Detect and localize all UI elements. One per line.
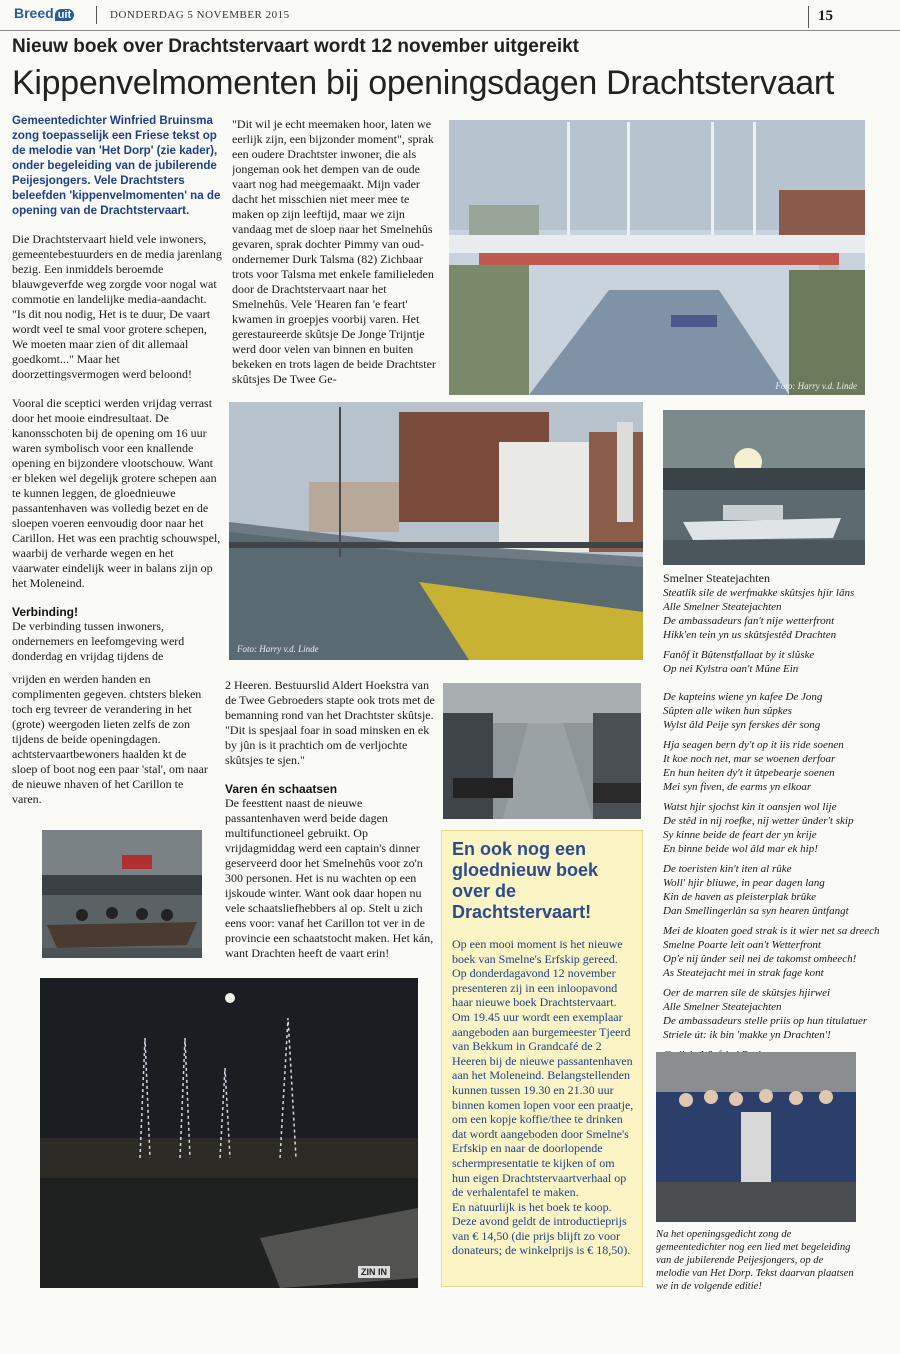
boat-name-label: ZIN IN [358,1266,390,1278]
paragraph: De feesttent naast de nieuwe passantenhaven werd beide dagen multifunctioneel gebruikt. Op vrijdagmiddag werd een captain's dinner geserveerd door het Smelnehûs voor zo'n 300 personen. Het is nu wachten op een ijskoude winter. Want ook daar hopen nu vele schaatsliefhebbers al op. Stelt u zich eens voor: vanaf het Carillon tot ver in de provincie een schaatstocht maken. Het kán, want Drachten heeft de vaart erin! [225,796,434,960]
poem-stanza [663,986,868,1042]
poem-line: Hja seagen bern dy't op it iis ride soenen [663,739,844,751]
boat-sunset-photo [663,410,865,565]
paragraph: Vooral die sceptici werden vrijdag verrast door het mooie eindresultaat. De kanonsschoten bij de opening om 16 uur waren symbolisch voor een knallende opening en bijzondere vlootschouw. Want er bleken wel degelijk grotere schepen aan te kunnen leggen, de gloednieuwe passantenhaven was volledig bezet en de sloepen voeren eenvoudig door naar het Carillon. Het was een prachtig schouwspel, waarbij de verharde wegen en het vaarwater eindelijk weer in balans zijn op het Moleneind. [12,396,221,590]
subheading: Varen én schaatsen [225,782,338,796]
canal-street-photo [229,402,643,660]
poem-line: Steatlik sile de werfmakke skûtsjes hjir lâns [663,587,855,599]
poem-line: Fanôf it Bûtenstfallaat by it slûske [663,649,815,661]
poem-line: Woll' hjir bliuwe, in pear dagen lang [663,877,825,889]
poem-stanza [663,924,880,980]
poem-title: Smelner Steatejachten [663,571,770,585]
box-title: En ook nog een gloednieuw boek over de Drachtstervaart! [452,839,599,922]
poem-line: Op nei Kylstra oan't Mûne Ein [663,663,799,674]
paragraph: Op een mooi moment is het nieuwe boek van Smelne's Erfskip gereed. Op donderdagavond 12 november presenteren zij in een inloopavond haar nieuwe boek Drachtstervaart. Om 19.45 uur wordt een exemplaar aangeboden aan burgemeester Tjeerd van Bekkum in Grandcafé de 2 Heeren bij de nieuwe passantenhaven aan het Moleneind. Belangstellenden kunnen tussen 19.30 en 21.30 uur binnen komen lopen voor een praatje, om een kopje koffie/thee te drinken dat wordt aangeboden door Smelne's Erfskip en naar de doorlopende schermpresentatie te kijken of om hun eigen Drachtstervaartverhaal op de verhalentafel te maken. [452,937,634,1200]
breeduit-logo: Breed uit [14,5,86,23]
article-column-1 [12,113,222,664]
photo-credit: Foto: Harry v.d. Linde [237,644,319,654]
poem-stanza [663,738,863,794]
poem-line: Oer de marren sile de skûtsjes hjirwei [663,987,831,999]
poem-continued [663,690,880,1068]
canal-boats-photo [443,683,641,819]
poem-line: De kapteins wiene yn kafee De Jong [663,691,823,703]
poem-line: De ambassadeurs fan't nije wetterfront [663,615,835,627]
poem-line: De ambassadeurs stelle priis op hun titulatuer [663,1015,868,1027]
page-number: 15 [818,8,833,24]
poem-line: Smelne Poarte leit oan't Wetterfront [663,939,821,951]
poem-stanza [663,800,863,856]
poem-line: Watst hjir sjochst kin it oansjen wol lije [663,801,837,813]
book-announcement-box [441,830,643,1287]
page-header [0,0,900,31]
poem-line: Sûpten alle wiken hun sûpkes [663,705,792,717]
poem-line: Wylst âld Peije syn ferskes dêr song [663,719,821,731]
article-headline: Kippenvelmomenten bij openingsdagen Drachtstervaart [12,64,834,102]
poem-stanza [663,690,863,732]
paragraph: Die Drachtstervaart hield vele inwoners, gemeentebestuurders en de media jarenlang bezig. Een inmiddels beroemde blauwgeverfde weg zorgde voor nogal wat commotie en landelijke media-aandacht. "Is dit nou nodig, Het is te duur, De vaart wordt veel te smal voor grotere schepen, We moeten maar zien of dit allemaal goedkomt..." Maar het doorzettingsvermogen werd beloond! [12,232,222,381]
poem-line: Striele út: ik bin 'makke yn Drachten'! [663,1029,831,1041]
poem-line: En hun heiten dy't it ûtpebearje soenen [663,767,835,779]
paragraph: vrijden en werden handen en complimenten gegeven. chtsters bleken toch erg tevreer de verandering in het (grote) weergoden lieten zelfs de zon tijdens de beide openingdagen. achtstervaartbewoners haalden kt de sloep of boot nog een paar 'stal', om naar de nieuwe nhaven of het Carillon te varen. [12,672,208,806]
poem-line: As Steatejacht mei in strak fage kont [663,967,824,979]
poem-line: De toeristen kin't iten al rûke [663,863,792,875]
poem-stanza [663,862,863,918]
poem-line: Alle Smelner Steatejachten [663,1001,782,1013]
poem-line: Sy kinne beide de feart der yn krije [663,829,817,841]
poem-stanza [663,586,863,642]
bridge-photo [449,120,865,395]
poem-line: It koe noch net, mar se woenen derfoar [663,753,836,765]
poem-line: Alle Smelner Steatejachten [663,601,782,613]
header-divider-right [808,6,809,28]
night-harbour-photo [40,978,418,1288]
article-lead: Gemeentedichter Winfried Bruinsma zong toepasselijk een Friese tekst op de melodie van 'Het Dorp' (zie kader), onder begeleiding van de jubilerende Peijesjongers. Vele Drachtsters beleefden 'kippenvelmomenten' na de opening van de Drachtstervaart. [12,114,221,217]
box-body [452,937,634,1258]
paragraph: En natuurlijk is het boek te koop. Deze avond geldt de introductieprijs van € 14,50 (die prijs blijft zo voor donateurs; de winkelprijs is € 18,50). [452,1199,631,1258]
poem-smelner-steatejachten [663,571,863,680]
photo-credit: Foto: Harry v.d. Linde [775,381,857,391]
subheading: Verbinding! [12,605,78,619]
paragraph: De verbinding tussen inwoners, ondernemers en leefomgeving werd donderdag en vrijdag tijdens de [12,619,185,663]
article-column-2-continued [225,678,435,975]
header-divider [96,6,97,24]
poem-line: Kin de haven as pleisterplak brûke [663,891,817,903]
choir-photo-caption: Na het openingsgedicht zong de gemeentedichter nog een lied met begeleiding van de jubilerende Peijesjongers, op de melodie van Het Dorp. Tekst daarvan plaatsen we in de volgende editie! [656,1229,854,1292]
paragraph: 2 Heeren. Bestuurslid Aldert Hoekstra van de Twee Gebroeders stapte ook trots met de bemanning rond van het Drachtster skûtsje. "Dit is spesjaal foar in soad minsken en ek by jûn is it prachtich om de verljochte skûtsjes te sjen." [225,678,435,767]
paragraph: "Dit wil je echt meemaken hoor, laten we eerlijk zijn, een bijzonder moment", sprak een oudere Drachtster inwoner, die als jongeman ook het dempen van de oude vaart nog had meegemaakt. Mijn vader dacht het misschien niet meer mee te maken op zijn leeftijd, maar we zijn vandaag met de sloep naar het Smelnehûs gevaren, sprak dochter Pimmy van oud-ondernemer Durk Talsma (82) Zichbaar trots voor Talsma met enkele familieleden door de Drachtstervaart naar het Smelnehûs. Vele 'Hearen fan 'e feart' kwamen in groepjes voorbij varen. Het gerestaureerde skûtsje De Jonge Trijntje werd door velen van binnen en buiten bekeken en trots lagen de beide Drachtster skûtsjes De Twee Ge- [232,117,436,386]
poem-line: De stêd in nij roefke, nij wetter ûnder't skip [663,815,854,827]
poem-line: Op'e nij ûnder seil nei de takomst omheech! [663,953,857,965]
poem-line: Dan Smellingerlân sa syn hearen ûntfangt [663,905,849,917]
choir-photo [656,1052,856,1222]
article-column-1-continued [12,672,208,807]
poem-line: Mei de kloaten goed strak is it wier net sa dreech [663,925,880,937]
sloep-passengers-photo [42,830,202,958]
poem-line: Mei syn fiven, de earms yn elkoar [663,781,812,793]
poem-stanza [663,648,863,674]
article-column-2 [232,117,440,392]
poem-line: Hikk'en tein yn us skûtsjestêd Drachten [663,629,837,641]
poem-line: En binne beide wol âld mar ek hip! [663,843,818,855]
article-kicker: Nieuw boek over Drachtstervaart wordt 12 november uitgereikt [12,36,580,57]
issue-date: DONDERDAG 5 NOVEMBER 2015 [110,9,290,21]
